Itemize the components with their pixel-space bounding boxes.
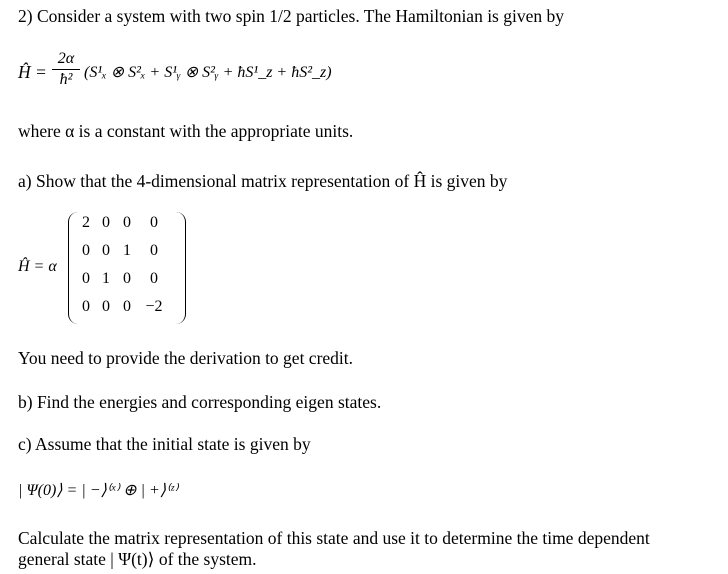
matrix-cell: 0 — [123, 270, 131, 287]
fraction-denominator: ħ² — [59, 71, 73, 88]
where-line: where α is a constant with the appropriate units. — [18, 121, 354, 141]
matrix-cell: 0 — [82, 298, 90, 315]
hamiltonian-expression: (S¹ₓ ⊗ S²ₓ + S¹ᵧ ⊗ S²ᵧ + ħS¹_z + ħS²_z) — [84, 64, 332, 81]
matrix-cell: 0 — [123, 298, 131, 315]
hamiltonian-lhs: Ĥ = — [18, 62, 47, 82]
hamiltonian-matrix — [68, 212, 186, 324]
question-heading: 2) Consider a system with two spin 1/2 particles. The Hamiltonian is given by — [18, 6, 564, 26]
matrix-cell: 0 — [150, 270, 158, 287]
matrix-cell: 1 — [102, 270, 110, 287]
matrix-cell: −2 — [145, 298, 163, 315]
part-c-prompt: c) Assume that the initial state is given by — [18, 434, 311, 454]
matrix-right-paren — [175, 212, 186, 324]
matrix-cell: 0 — [150, 214, 158, 231]
matrix-cell: 2 — [82, 214, 90, 231]
matrix-cell: 0 — [150, 242, 158, 259]
part-b-prompt: b) Find the energies and corresponding eigen states. — [18, 392, 382, 412]
part-a-prompt: a) Show that the 4-dimensional matrix representation of Ĥ is given by — [18, 171, 508, 191]
fraction-bar — [52, 69, 80, 70]
credit-note: You need to provide the derivation to get credit. — [18, 348, 354, 368]
calc-instruction-line-2: general state | Ψ(t)⟩ of the system. — [18, 549, 257, 569]
matrix-lhs: Ĥ = α — [18, 258, 57, 275]
matrix-cell: 1 — [123, 242, 131, 259]
matrix-cell: 0 — [102, 298, 110, 315]
fraction-numerator: 2α — [57, 50, 75, 67]
matrix-cell: 0 — [123, 214, 131, 231]
matrix-cell: 0 — [102, 242, 110, 259]
matrix-cell: 0 — [102, 214, 110, 231]
initial-state-equation: | Ψ(0)⟩ = | −⟩⁽ˣ⁾ ⊕ | +⟩⁽ᶻ⁾ — [18, 482, 178, 499]
calc-instruction-line-1: Calculate the matrix representation of this state and use it to determine the time dependent — [18, 528, 650, 548]
matrix-cell: 0 — [82, 242, 90, 259]
hamiltonian-fraction — [52, 50, 80, 89]
matrix-cell: 0 — [82, 270, 90, 287]
